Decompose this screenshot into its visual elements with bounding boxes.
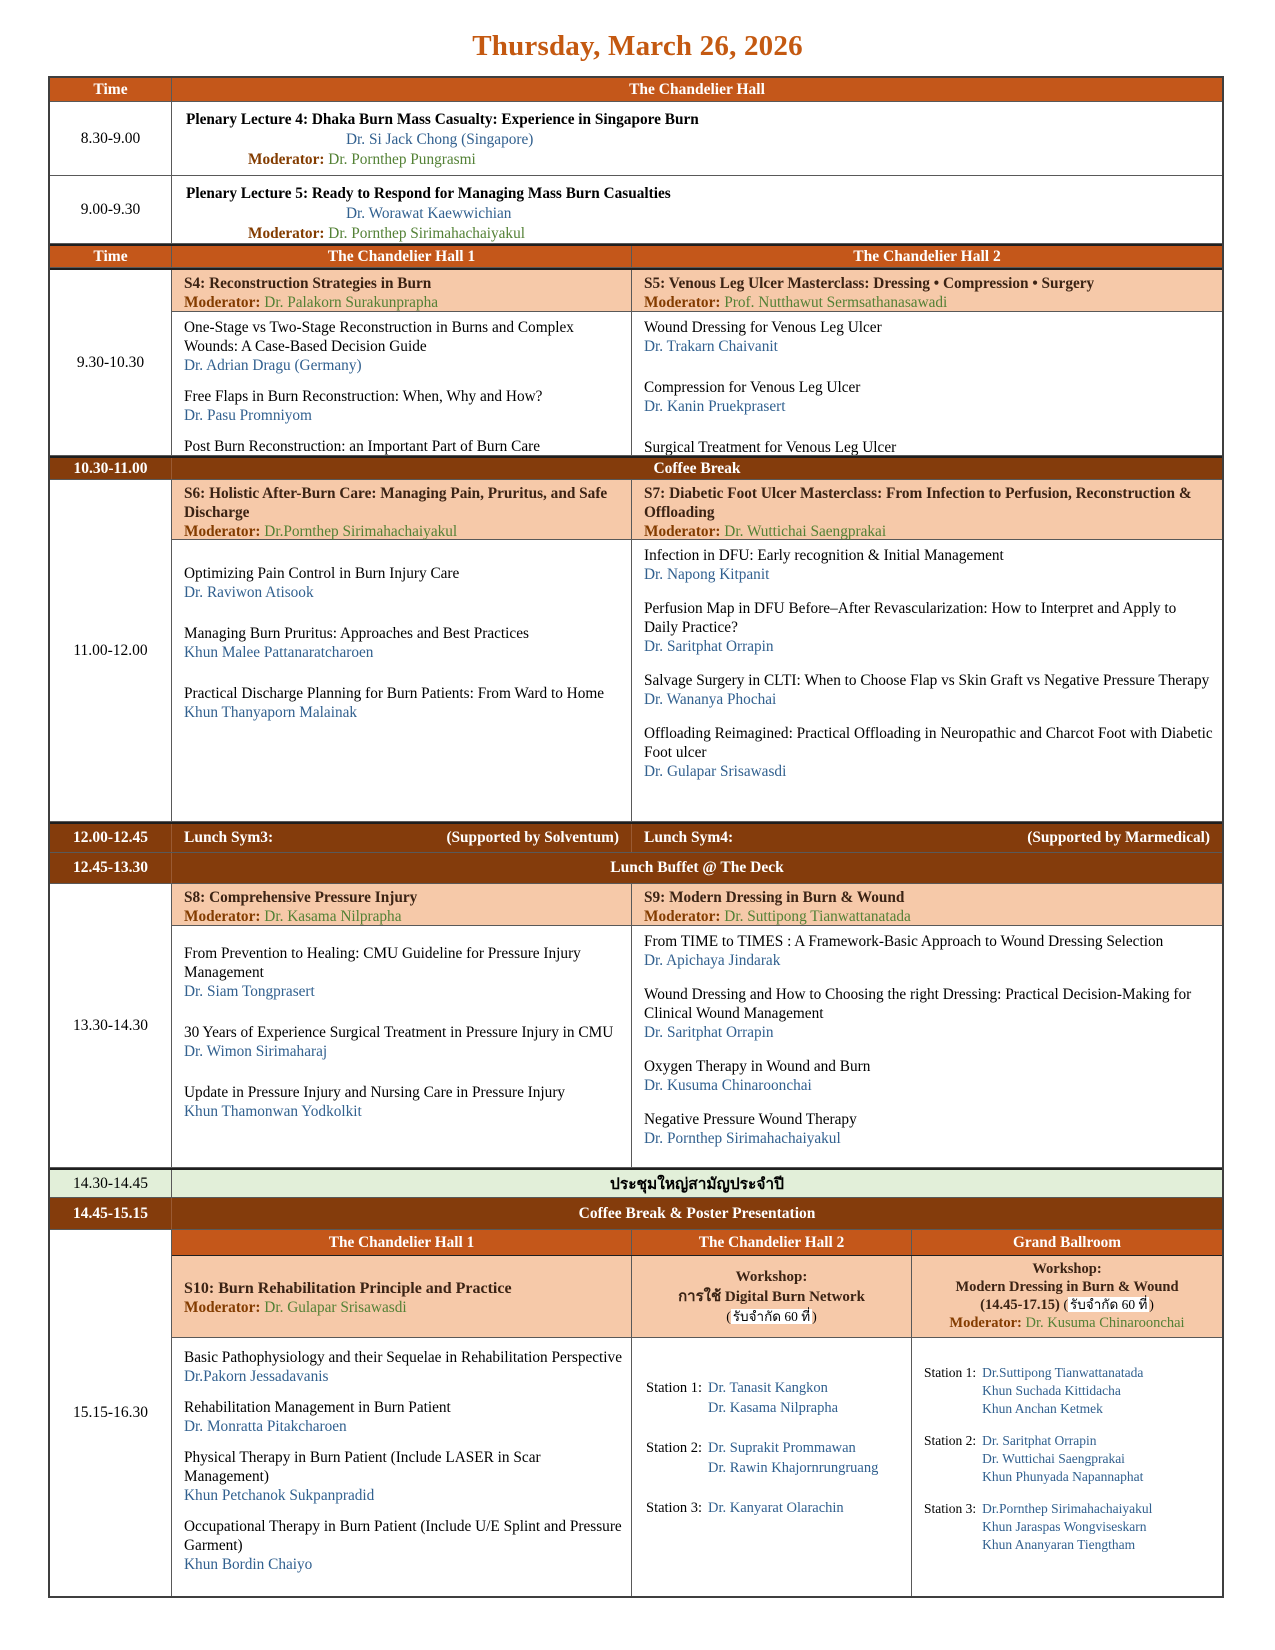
talk: Perfusion Map in DFU Before–After Revascularization: How to Interpret and Apply to Daily Practice? Dr. Saritphat Orrapin — [644, 600, 1177, 655]
session-s9-title: S9: Modern Dressing in Burn & Wound — [644, 889, 905, 906]
talk: Physical Therapy in Burn Patient (Include LASER in Scar Management) Khun Petchanok Sukpanpradid — [184, 1449, 541, 1504]
bottom-content-row — [172, 1256, 1222, 1596]
coffee-break-row — [50, 456, 1222, 480]
talk: Oxygen Therapy in Wound and Burn Dr. Kusuma Chinaroonchai — [644, 1058, 871, 1094]
session-s8-title: S8: Comprehensive Pressure Injury — [184, 889, 418, 906]
session-s10-title: S10: Burn Rehabilitation Principle and Practice — [184, 1279, 512, 1297]
lunch-sym-row — [50, 822, 1222, 853]
plenary-5-title: Plenary Lecture 5: Ready to Respond for Managing Mass Burn Casualties — [186, 185, 671, 202]
time-column-header: Time — [50, 246, 172, 267]
workshop-capacity: ( รับจำกัด 60 ที่ ) — [726, 1308, 817, 1324]
slot-1515-section — [50, 1230, 1222, 1596]
session-s6-moderator-line — [184, 522, 623, 541]
time-cell: 11.00-12.00 — [50, 480, 172, 821]
workshop-digital-column — [632, 1256, 912, 1596]
talk: Managing Burn Pruritus: Approaches and Best Practices Khun Malee Pattanaratcharoen — [184, 625, 529, 661]
time-cell: 12.00-12.45 — [50, 824, 172, 852]
talk: Offloading Reimagined: Practical Offloading in Neuropathic and Charcot Foot with Diabetic Foot ulcer Dr. Gulapar Srisawasdi — [644, 725, 1213, 780]
time-cell: 9.30-10.30 — [50, 270, 172, 455]
time-cell: 13.30-14.30 — [50, 884, 172, 1167]
slot-930-row — [50, 268, 1222, 456]
moderator-label: Moderator: — [644, 523, 721, 540]
session-s5-header — [632, 270, 1222, 312]
workshop-time-capacity: (14.45-17.15) ( รับจำกัด 60 ที่ ) — [980, 1297, 1154, 1313]
session-s10-header — [172, 1256, 631, 1338]
talk: Practical Discharge Planning for Burn Patients: From Ward to Home Khun Thanyaporn Malainak — [184, 685, 605, 721]
session-s10-moderator-line — [184, 1298, 623, 1317]
station-2: Station 2: Dr. Saritphat Orrapin Dr. Wuttichai Saengprakai Khun Phunyada Napannaphat — [924, 1433, 1144, 1484]
moderator-name: Dr. Pornthep Sirimahachaiyakul — [328, 225, 525, 242]
talk: From Prevention to Healing: CMU Guideline for Pressure Injury Management Dr. Siam Tongprasert — [184, 945, 581, 1000]
session-s8-header — [172, 884, 631, 926]
time-cell: 8.30-9.00 — [50, 102, 172, 175]
talk: Compression for Venous Leg Ulcer Dr. Kanin Pruekprasert — [644, 379, 861, 415]
schedule-table — [48, 76, 1224, 1598]
session-s10-body — [172, 1338, 631, 1596]
session-s9-column — [632, 884, 1222, 1167]
workshop-digital-stations — [632, 1338, 911, 1596]
workshop-label: Workshop: — [735, 1268, 808, 1285]
workshop-label: Workshop: — [1032, 1261, 1102, 1277]
lunch-sym4-label: Lunch Sym4: — [644, 829, 734, 846]
session-s4-column — [172, 270, 632, 455]
lunch-buffet-row — [50, 853, 1222, 884]
hall-1-header: The Chandelier Hall 1 — [172, 1230, 632, 1255]
talk: Infection in DFU: Early recognition & Initial Management Dr. Napong Kitpanit — [644, 547, 1004, 583]
talk: One-Stage vs Two-Stage Reconstruction in Burns and Complex Wounds: A Case-Based Decision Guide Dr. Adrian Dragu (Germany) — [184, 319, 574, 374]
workshop-dressing-column — [912, 1256, 1222, 1596]
moderator-label: Moderator: — [644, 294, 721, 311]
moderator-name: Dr. Wuttichai Saengprakai — [724, 523, 887, 540]
session-s7-moderator-line — [644, 522, 1214, 541]
plenary-4-moderator-line — [186, 150, 1212, 170]
header-row-3 — [172, 1230, 1222, 1256]
session-s8-column — [172, 884, 632, 1167]
talk: Rehabilitation Management in Burn Patient Dr. Monratta Pitakcharoen — [184, 1399, 451, 1435]
session-s4-moderator-line — [184, 293, 623, 312]
lunch-sym3-cell — [172, 824, 632, 852]
time-cell: 14.30-14.45 — [50, 1170, 172, 1197]
page-title: Thursday, March 26, 2026 — [472, 30, 803, 62]
plenary-5-moderator-line — [186, 224, 1212, 244]
session-s6-column — [172, 480, 632, 821]
moderator-label: Moderator: — [184, 1298, 261, 1316]
session-s7-title: S7: Diabetic Foot Ulcer Masterclass: From Infection to Perfusion, Reconstruction & Offloading — [644, 485, 1192, 521]
talk: 30 Years of Experience Surgical Treatment in Pressure Injury in CMU Dr. Wimon Sirimaharaj — [184, 1024, 614, 1060]
workshop-dressing-header — [912, 1256, 1222, 1338]
moderator-label: Moderator: — [644, 908, 721, 925]
hall-2-header: The Chandelier Hall 2 — [632, 1230, 912, 1255]
plenary-5-row — [50, 176, 1222, 244]
time-column-header: Time — [50, 78, 172, 101]
session-s4-title: S4: Reconstruction Strategies in Burn — [184, 275, 432, 292]
workshop-moderator-line: Moderator: Dr. Kusuma Chinaroonchai — [949, 1315, 1185, 1331]
session-s5-column — [632, 270, 1222, 455]
session-s8-body — [172, 926, 631, 1167]
lunch-sym3-note: (Supported by Solventum) — [446, 829, 619, 846]
agm-label: ประชุมใหญ่สามัญประจำปี — [610, 1176, 784, 1193]
plenary-5-speaker: Dr. Worawat Kaewwichian — [346, 205, 512, 222]
station-1: Station 1: Dr.Suttipong Tianwattanatada Khun Suchada Kittidacha Khun Anchan Ketmek — [924, 1365, 1144, 1416]
agm-row — [50, 1168, 1222, 1198]
time-cell: 10.30-11.00 — [50, 458, 172, 479]
lunch-sym4-cell — [632, 824, 1222, 852]
grand-ballroom-header: Grand Ballroom — [912, 1230, 1222, 1255]
talk: Basic Pathophysiology and their Sequelae in Rehabilitation Perspective Dr.Pakorn Jessadavanis — [184, 1349, 622, 1385]
station-2: Station 2: Dr. Suprakit Prommawan Dr. Rawin Khajornrungruang — [646, 1440, 879, 1476]
session-s7-body — [632, 540, 1222, 821]
hall-2-header: The Chandelier Hall 2 — [632, 246, 1222, 267]
session-s6-body — [172, 540, 631, 821]
station-1: Station 1: Dr. Tanasit Kangkon Dr. Kasama Nilprapha — [646, 1380, 839, 1416]
time-cell: 15.15-16.30 — [50, 1230, 172, 1596]
talk: Post Burn Reconstruction: an Important Part of Burn Care — [184, 438, 541, 455]
coffee-break-label: Coffee Break — [653, 459, 741, 477]
time-cell: 14.45-15.15 — [50, 1198, 172, 1229]
bottom-halls-area — [172, 1230, 1222, 1596]
moderator-name: Dr. Pornthep Pungrasmi — [328, 151, 476, 168]
moderator-name: Dr. Suttipong Tianwattanatada — [724, 908, 911, 925]
station-3: Station 3: Dr.Pornthep Sirimahachaiyakul Khun Jaraspas Wongviseskarn Khun Ananyaran Tiengtham — [924, 1501, 1153, 1552]
session-s10-column — [172, 1256, 632, 1596]
talk: Optimizing Pain Control in Burn Injury Care Dr. Raviwon Atisook — [184, 565, 460, 601]
talk: Surgical Treatment for Venous Leg Ulcer — [644, 439, 897, 455]
workshop-digital-header — [632, 1256, 911, 1338]
moderator-label: Moderator: — [248, 151, 325, 168]
session-s7-column — [632, 480, 1222, 821]
moderator-name: Dr.Pornthep Sirimahachaiyakul — [264, 523, 458, 540]
moderator-name: Prof. Nutthawut Sermsathanasawadi — [724, 294, 948, 311]
moderator-name: Dr. Palakorn Surakunprapha — [264, 294, 439, 311]
moderator-label: Moderator: — [184, 523, 261, 540]
moderator-name: Dr. Kasama Nilprapha — [264, 908, 402, 925]
session-s9-body — [632, 926, 1222, 1167]
plenary-5-cell — [172, 176, 1222, 243]
plenary-4-title: Plenary Lecture 4: Dhaka Burn Mass Casualty: Experience in Singapore Burn — [186, 111, 699, 128]
session-s6-header — [172, 480, 631, 540]
workshop-digital-title: การใช้ Digital Burn Network — [678, 1288, 865, 1305]
talk: Wound Dressing and How to Choosing the right Dressing: Practical Decision-Making for Clinical Wound Management Dr. Saritphat Orrapin — [644, 986, 1192, 1041]
talk: Occupational Therapy in Burn Patient (Include U/E Splint and Pressure Garment) Khun Bordin Chaiyo — [184, 1518, 622, 1573]
lunch-sym3-label: Lunch Sym3: — [184, 829, 274, 846]
coffee-poster-row — [50, 1198, 1222, 1230]
plenary-4-row — [50, 102, 1222, 176]
session-s8-moderator-line — [184, 907, 623, 926]
slot-1100-row — [50, 480, 1222, 822]
talk: From TIME to TIMES : A Framework-Basic Approach to Wound Dressing Selection Dr. Apichaya Jindarak — [644, 933, 1164, 969]
session-s5-title: S5: Venous Leg Ulcer Masterclass: Dressing • Compression • Surgery — [644, 275, 1095, 292]
session-s4-body — [172, 312, 631, 455]
plenary-4-cell — [172, 102, 1222, 175]
moderator-name: Dr. Gulapar Srisawasdi — [264, 1298, 407, 1316]
session-s5-moderator-line — [644, 293, 1214, 312]
session-s9-moderator-line — [644, 907, 1214, 926]
workshop-dressing-title: Modern Dressing in Burn & Wound — [955, 1279, 1179, 1295]
station-3: Station 3: Dr. Kanyarat Olarachin — [646, 1500, 844, 1516]
talk: Wound Dressing for Venous Leg Ulcer Dr. Trakarn Chaivanit — [644, 319, 882, 355]
header-row-2 — [50, 244, 1222, 268]
lunch-buffet-label: Lunch Buffet @ The Deck — [610, 859, 784, 876]
slot-1330-row — [50, 884, 1222, 1168]
lunch-sym4-note: (Supported by Marmedical) — [1027, 829, 1210, 846]
chandelier-hall-header: The Chandelier Hall — [172, 78, 1222, 101]
coffee-poster-label: Coffee Break & Poster Presentation — [578, 1204, 816, 1222]
session-s7-header — [632, 480, 1222, 540]
session-s9-header — [632, 884, 1222, 926]
session-s5-body — [632, 312, 1222, 455]
hall-1-header: The Chandelier Hall 1 — [172, 246, 632, 267]
time-cell: 9.00-9.30 — [50, 176, 172, 243]
session-s4-header — [172, 270, 631, 312]
workshop-dressing-stations — [912, 1338, 1222, 1596]
moderator-label: Moderator: — [248, 225, 325, 242]
plenary-4-speaker: Dr. Si Jack Chong (Singapore) — [346, 131, 534, 148]
moderator-label: Moderator: — [184, 294, 261, 311]
talk: Update in Pressure Injury and Nursing Care in Pressure Injury Khun Thamonwan Yodkolkit — [184, 1084, 566, 1120]
talk: Negative Pressure Wound Therapy Dr. Pornthep Sirimahachaiyakul — [644, 1111, 857, 1147]
talk: Free Flaps in Burn Reconstruction: When, Why and How? Dr. Pasu Promniyom — [184, 388, 543, 424]
header-row-1 — [50, 78, 1222, 102]
talk: Salvage Surgery in CLTI: When to Choose Flap vs Skin Graft vs Negative Pressure Therapy Dr. Wananya Phochai — [644, 672, 1210, 708]
session-s6-title: S6: Holistic After-Burn Care: Managing Pain, Pruritus, and Safe Discharge — [184, 485, 608, 521]
moderator-label: Moderator: — [184, 908, 261, 925]
time-cell: 12.45-13.30 — [50, 853, 172, 883]
